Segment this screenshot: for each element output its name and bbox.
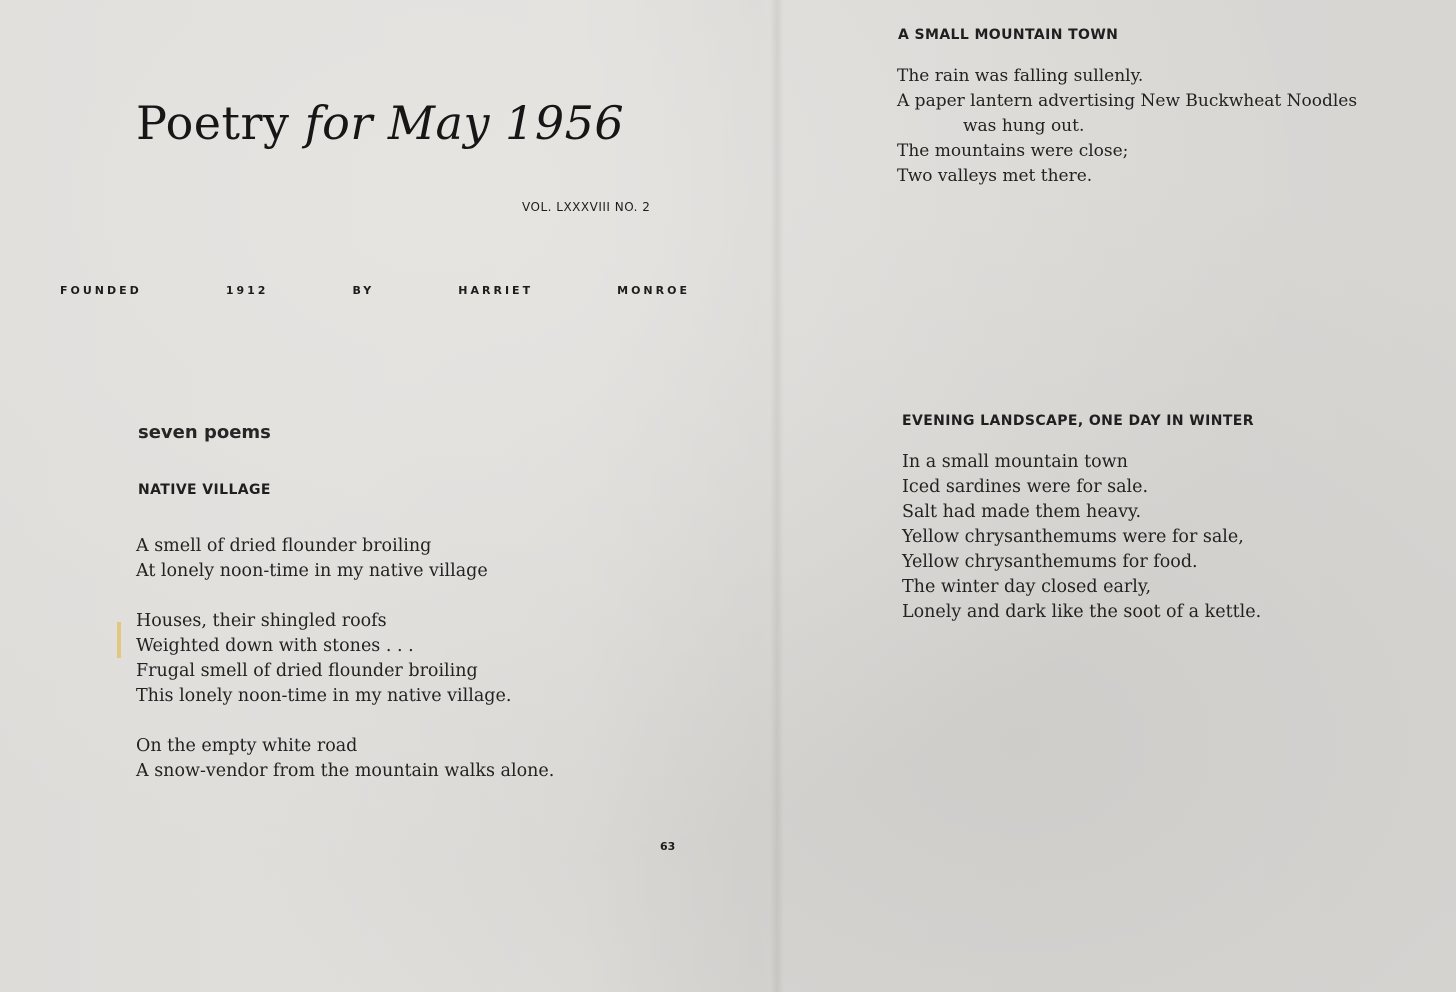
- page-number: 63: [660, 840, 676, 853]
- poem-line: Yellow chrysanthemums for food.: [902, 552, 1198, 572]
- page-fold: [770, 0, 784, 992]
- poem-line: In a small mountain town: [902, 452, 1128, 472]
- poem-title-evening-landscape: EVENING LANDSCAPE, ONE DAY IN WINTER: [902, 413, 1254, 429]
- poem-small-mountain-town: [897, 64, 1357, 189]
- section-title: seven poems: [138, 422, 271, 443]
- poem-line: The mountains were close;: [897, 141, 1129, 161]
- poem-line: A paper lantern advertising New Buckwheat Noodles: [897, 91, 1358, 111]
- founded-year: 1912: [225, 284, 269, 297]
- title-roman: Poetry: [136, 96, 290, 150]
- poem-line: At lonely noon-time in my native village: [136, 561, 488, 581]
- stanza: [136, 609, 554, 709]
- poem-line: A snow-vendor from the mountain walks alone.: [136, 761, 555, 781]
- poem-evening-landscape: [902, 450, 1261, 625]
- founded-word: FOUNDED: [60, 284, 142, 297]
- poem-line: Salt had made them heavy.: [902, 502, 1142, 522]
- page-title: [136, 96, 624, 150]
- highlighter-mark: [117, 622, 121, 658]
- poem-line: Iced sardines were for sale.: [902, 477, 1149, 497]
- poem-line: Two valleys met there.: [897, 166, 1093, 186]
- founded-line: [60, 284, 690, 297]
- poem-line: was hung out.: [963, 116, 1085, 136]
- volume-number: VOL. LXXXVIII NO. 2: [522, 200, 651, 214]
- title-italic: for May 1956: [304, 96, 625, 150]
- stanza: [136, 734, 554, 784]
- poem-line: The winter day closed early,: [902, 577, 1152, 597]
- founder-first-name: HARRIET: [458, 284, 534, 297]
- poem-native-village: [136, 534, 554, 809]
- poem-title-small-mountain-town: A SMALL MOUNTAIN TOWN: [898, 27, 1119, 43]
- poem-line: On the empty white road: [136, 736, 358, 756]
- poem-line: Houses, their shingled roofs: [136, 611, 387, 631]
- founder-last-name: MONROE: [617, 284, 690, 297]
- stanza: [136, 534, 554, 584]
- poem-line: Frugal smell of dried flounder broiling: [136, 661, 478, 681]
- poem-line: The rain was falling sullenly.: [897, 66, 1144, 86]
- poem-title-native-village: NATIVE VILLAGE: [138, 482, 271, 498]
- poem-line: Yellow chrysanthemums were for sale,: [902, 527, 1244, 547]
- founded-by: BY: [352, 284, 375, 297]
- poem-line: This lonely noon-time in my native village.: [136, 686, 512, 706]
- poem-line: Lonely and dark like the soot of a kettle.: [902, 602, 1262, 622]
- poem-line: A smell of dried flounder broiling: [136, 536, 432, 556]
- poem-line: Weighted down with stones . . .: [136, 636, 414, 656]
